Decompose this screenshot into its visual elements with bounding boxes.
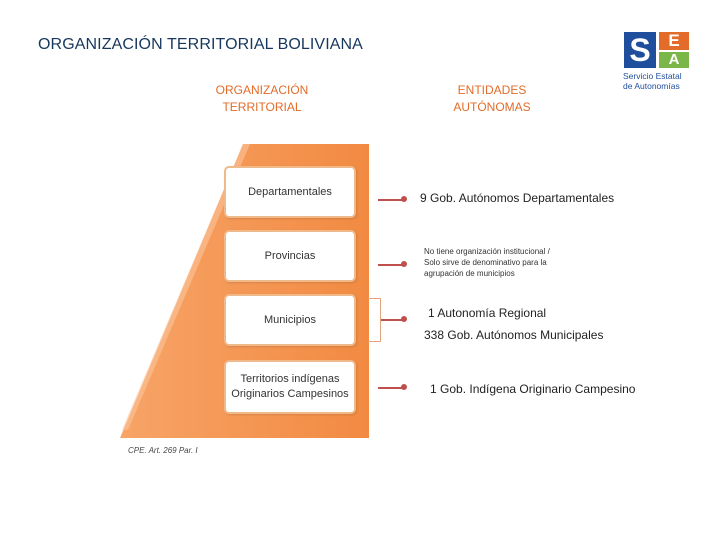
arrow-departamentales bbox=[378, 199, 404, 201]
entity-autonomia-regional: 1 Autonomía Regional bbox=[428, 306, 547, 320]
column-heading-line: TERRITORIAL bbox=[222, 100, 302, 114]
arrow-indigenas bbox=[378, 387, 404, 389]
page-title: ORGANIZACIÓN TERRITORIAL BOLIVIANA bbox=[38, 36, 363, 53]
level-municipios bbox=[224, 294, 356, 346]
entity-line: No tiene organización institucional / bbox=[424, 247, 550, 256]
level-territorios-indigenas bbox=[224, 360, 356, 414]
entity-line: Solo sirve de denominativo para la bbox=[424, 258, 547, 267]
level-departamentales bbox=[224, 166, 356, 218]
entity-provincias bbox=[424, 246, 550, 279]
column-heading-line: ORGANIZACIÓN bbox=[215, 83, 309, 97]
footnote: CPE. Art. 269 Par. I bbox=[128, 446, 198, 455]
logo-letter-a: A bbox=[659, 52, 689, 68]
arrow-provincias bbox=[378, 264, 404, 266]
entity-indigenas: 1 Gob. Indígena Originario Campesino bbox=[430, 382, 636, 396]
column-heading-line: AUTÓNOMAS bbox=[453, 100, 531, 114]
column-heading-line: ENTIDADES bbox=[457, 83, 527, 97]
arrow-municipios bbox=[380, 319, 404, 321]
level-label: Provincias bbox=[264, 249, 316, 262]
entity-municipales: 338 Gob. Autónomos Municipales bbox=[424, 328, 604, 342]
bracket bbox=[368, 298, 381, 342]
level-label: Municipios bbox=[264, 313, 316, 326]
entity-departamentales: 9 Gob. Autónomos Departamentales bbox=[420, 191, 615, 205]
level-label: Territorios indígenas bbox=[240, 373, 340, 385]
logo-letter-s: S bbox=[624, 32, 656, 68]
logo-letter-e: E bbox=[659, 32, 689, 50]
entity-line: agrupación de municipios bbox=[424, 269, 515, 278]
level-label: Departamentales bbox=[248, 185, 332, 198]
level-label: Originarios Campesinos bbox=[231, 388, 349, 400]
level-provincias bbox=[224, 230, 356, 282]
logo-text-line: de Autonomías bbox=[623, 81, 680, 91]
logo-text-line: Servicio Estatal bbox=[623, 71, 682, 81]
